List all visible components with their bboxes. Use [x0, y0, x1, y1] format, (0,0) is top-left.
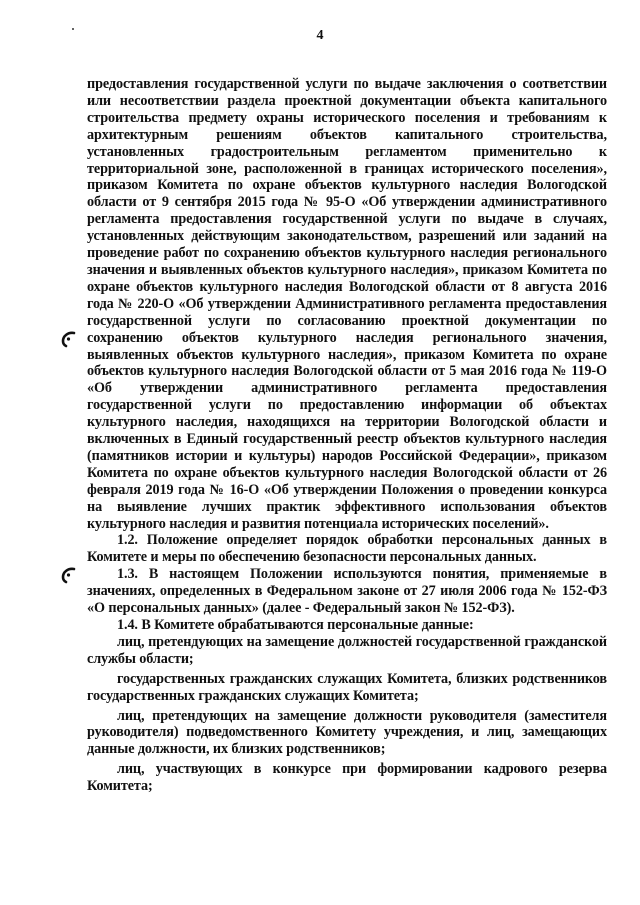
page-number: 4	[316, 28, 324, 43]
paragraph-1-2: 1.2. Положение определяет порядок обработки персональных данных в Комитете и меры по обеспечению безопасности персональных данных.	[87, 532, 607, 566]
list-item: лиц, претендующих на замещение должности руководителя (заместителя руководителя) подведомственного Комитету учреждения, и лиц, замещающих данные должности, их близких родственников;	[87, 707, 607, 758]
paragraph-1-3: 1.3. В настоящем Положении используются понятия, применяемые в значениях, определенных в Федеральном законе от 27 июля 2006 года № 152-ФЗ «О персональных данных» (далее - Федеральный закон № 152-ФЗ).	[87, 566, 607, 617]
document-body	[87, 76, 607, 795]
punch-hole-mark-icon	[60, 566, 78, 584]
list-item: лиц, претендующих на замещение должностей государственной гражданской службы области;	[87, 633, 607, 667]
paragraph-continuation: предоставления государственной услуги по выдаче заключения о соответствии или несоответствии раздела проектной документации объекта капитального строительства предмету охраны исторического поселения и требованиям к архитектурным решениям объектов капитального строительства, установленных градостроительным регламентом применительно к территориальной зоне, расположенной в границах исторического поселения», приказом Комитета по охране объектов культурного наследия Вологодской области от 9 сентября 2015 года № 95-О «Об утверждении административного регламента предоставления государственной услуги по выдаче в случаях, установленных действующим законодательством, разрешений или заданий на проведение работ по сохранению объектов культурного наследия регионального значения и выявленных объектов культурного наследия», приказом Комитета по охране объектов культурного наследия Вологодской области от 8 августа 2016 года № 220-О «Об утверждении Административного регламента предоставления государственной услуги по согласованию проектной документации по сохранению объектов культурного наследия регионального значения, выявленных объектов культурного наследия», приказом Комитета по охране объектов культурного наследия Вологодской области от 5 мая 2016 года № 119-О «Об утверждении административного регламента предоставления государственной услуги по предоставлению информации об объектах культурного наследия, находящихся на территории Вологодской области и включенных в Единый государственный реестр объектов культурного наследия (памятников истории и культуры) народов Российской Федерации», приказом Комитета по охране объектов культурного наследия Вологодской области от 26 февраля 2019 года № 16-О «Об утверждении Положения о проведении конкурса на выявление лучших практик эффективного использования объектов культурного наследия и развития потенциала исторических поселений».	[87, 76, 607, 532]
list-item: государственных гражданских служащих Комитета, близких родственников государственных гражданских служащих Комитета;	[87, 670, 607, 704]
punch-hole-mark-icon	[60, 330, 78, 348]
paragraph-1-4: 1.4. В Комитете обрабатываются персональные данные:	[117, 617, 474, 633]
list-item: лиц, участвующих в конкурсе при формировании кадрового резерва Комитета;	[87, 761, 607, 795]
